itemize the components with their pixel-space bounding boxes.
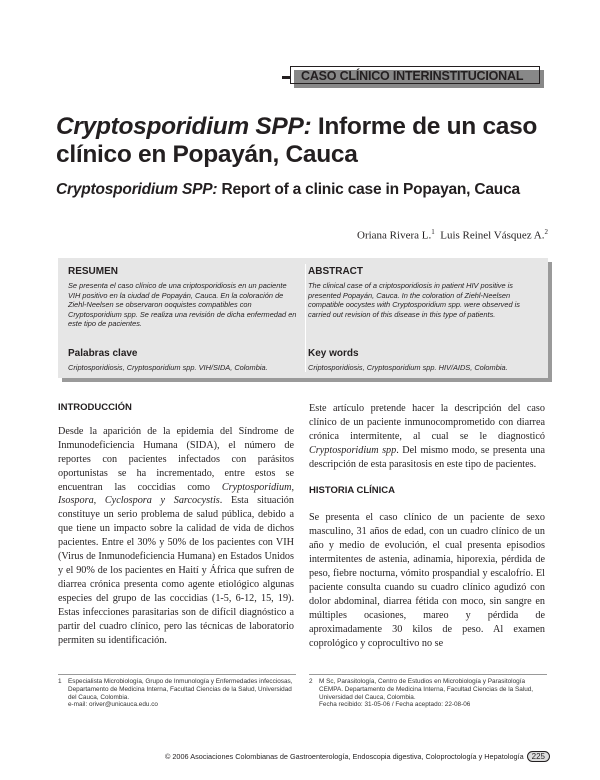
footnote-2-mark: 2: [309, 678, 313, 685]
abstract-divider: [305, 264, 306, 372]
palabras-clave-text: Criptosporidiosis, Cryptosporidium spp. VIH/SIDA, Colombia.: [68, 363, 268, 372]
title-es-rest: Informe de un caso clínico en Popayán, Cauca: [56, 113, 538, 168]
footer-copyright: © 2006 Asociaciones Colombianas de Gastroenterología, Endoscopia digestiva, Coloproctología y Hepatología: [164, 752, 524, 761]
right-p1-a: Este artículo pretende hacer la descripción del caso clínico de un paciente inmunocomprometido con diarrea crónica intermitente, al cual se le diagnosticó: [309, 403, 545, 442]
footnote-2: [309, 678, 547, 709]
right-p1-c: . Del mismo modo, se presenta una descripción de esta parasitosis en este tipo de pacientes.: [309, 444, 545, 470]
page-footer: [150, 751, 550, 762]
authors: [300, 228, 548, 242]
footnote-rule-right: [309, 674, 547, 675]
palabras-clave: [68, 348, 268, 373]
palabras-clave-heading: Palabras clave: [68, 348, 138, 359]
title-en-rest: Report of a clinic case in Popayan, Cauca: [217, 181, 520, 198]
footnote-1-mark: 1: [58, 678, 62, 685]
author-2: Luis Reinel Vásquez A.: [440, 229, 545, 242]
author-1-sup: 1: [431, 228, 435, 236]
resumen-text: Se presenta el caso clínico de una criptosporidiosis en un paciente VIH positivo en la ciudad de Popayán, Cauca. En la coloración de Ziehl-Neelsen se observaron ooquistes compatibles con Cryptosporidium spp. Se realiza una revisión de dicha enfermedad en este tipo de pacientes.: [68, 281, 297, 329]
intro-p1-b: Cryptosporidium, Isospora, Cyclospora y Sarcocystis: [58, 481, 294, 507]
footnote-1: [58, 678, 296, 709]
intro-p1-a: Desde la aparición de la epidemia del Síndrome de Inmunodeficiencia Humana (SIDA), el número de reportes con pacientes infectados con parásitos oportunistas se ha incrementado, entre estos se encuentran las coccidias como: [58, 425, 294, 493]
resumen-heading: RESUMEN: [68, 266, 119, 277]
footnote-1-text: Especialista Microbiología, Grupo de Inmunología y Enfermedades infecciosas, Departamento de Medicina Interna, Facultad Ciencias de la Salud, Universidad del Cauca, Colombia.: [68, 678, 293, 701]
resumen-column: [68, 266, 300, 372]
section-tag: [282, 66, 552, 86]
history-paragraph: Se presenta el caso clínico de un paciente de sexo masculino, 31 años de edad, con un cuadro clínico de un año y medio de evolución, el cual presenta episodios intermitentes de astenia, adinamia, hiporexia, pérdida de peso, fiebre nocturna, vómito prospandial y escalofrío. El paciente consulta cuando su cuadro clínico agudizó con dolor abdominal, diarrea fétida con moco, sin sangre en múltiples ocasiones, mareo y pérdida de aproximadamente 30 kilos de peso. Al examen coprológico y coprocultivo no se: [309, 512, 545, 649]
title-en-italic: Cryptosporidium SPP:: [56, 181, 218, 198]
footnote-1-email: e-mail: oriver@unicauca.edu.co: [68, 701, 158, 709]
english-title: [56, 180, 566, 200]
key-words: [308, 348, 508, 373]
footnote-rule-left: [58, 674, 296, 675]
right-paragraph: [309, 402, 545, 472]
abstract-shadow-right: [548, 262, 552, 382]
title-es-italic: Cryptosporidium SPP:: [56, 113, 312, 140]
tag-rule: [282, 76, 290, 79]
right-p1-b: Cryptosporidium spp: [309, 444, 397, 456]
footnote-2-text: M Sc, Parasitología, Centro de Estudios en Microbiología y Parasitología CEMPA. Departamento de Medicina Interna, Facultad Ciencias de la Salud, Universidad del Cauca, Colombia.: [319, 678, 534, 701]
page-title: [56, 113, 556, 169]
intro-paragraph: [58, 425, 294, 648]
left-column: [58, 401, 294, 647]
abstract-shadow-bottom: [62, 378, 552, 382]
key-words-text: Criptosporidiosis, Cryptosporidium spp. HIV/AIDS, Colombia.: [308, 363, 508, 372]
abstract-column: [308, 266, 540, 372]
footnote-2-dates: Fecha recibido: 31-05-06 / Fecha aceptado: 22-08-06: [319, 701, 471, 709]
abstract-text: The clinical case of a criptosporidiosis in patient HIV positive is presented Popayán, Cauca. In the coloration of Ziehl-Neelsen compatible oocystes with Cryptosporidium spp. were observed is carried out revision of this disease in this type of patients.: [308, 281, 520, 319]
section-tag-label: CASO CLÍNICO INTERINSTITUCIONAL: [290, 66, 540, 84]
page-number: 225: [527, 751, 550, 762]
abstract-box: [58, 258, 548, 378]
intro-p1-c: . Esta situación constituye un serio problema de salud pública, debido a que tiene un impacto sobre la calidad de vida de dichos pacientes. Entre el 30% y 50% de los pacientes con VIH (Virus de Inmunodeficiencia Humana) en Estados Unidos y el 90% de los pacientes en Haití y África que sufren de diarrea crónica presenta como agente etiológico algunas especies del grupo de las coccidias (1-5, 6-12, 15, 19). Estas infecciones parasitarias son de difícil diagnóstico a partir del cuadro clínico, pero las técnicas de laboratorio permiten su identificación.: [58, 495, 294, 646]
key-words-heading: Key words: [308, 348, 359, 359]
author-1: Oriana Rivera L.: [357, 229, 432, 242]
abstract-heading: ABSTRACT: [308, 266, 363, 277]
right-column: [309, 402, 545, 651]
history-heading: HISTORIA CLÍNICA: [309, 484, 396, 496]
intro-heading: INTRODUCCIÓN: [58, 402, 132, 413]
author-2-sup: 2: [544, 228, 548, 236]
